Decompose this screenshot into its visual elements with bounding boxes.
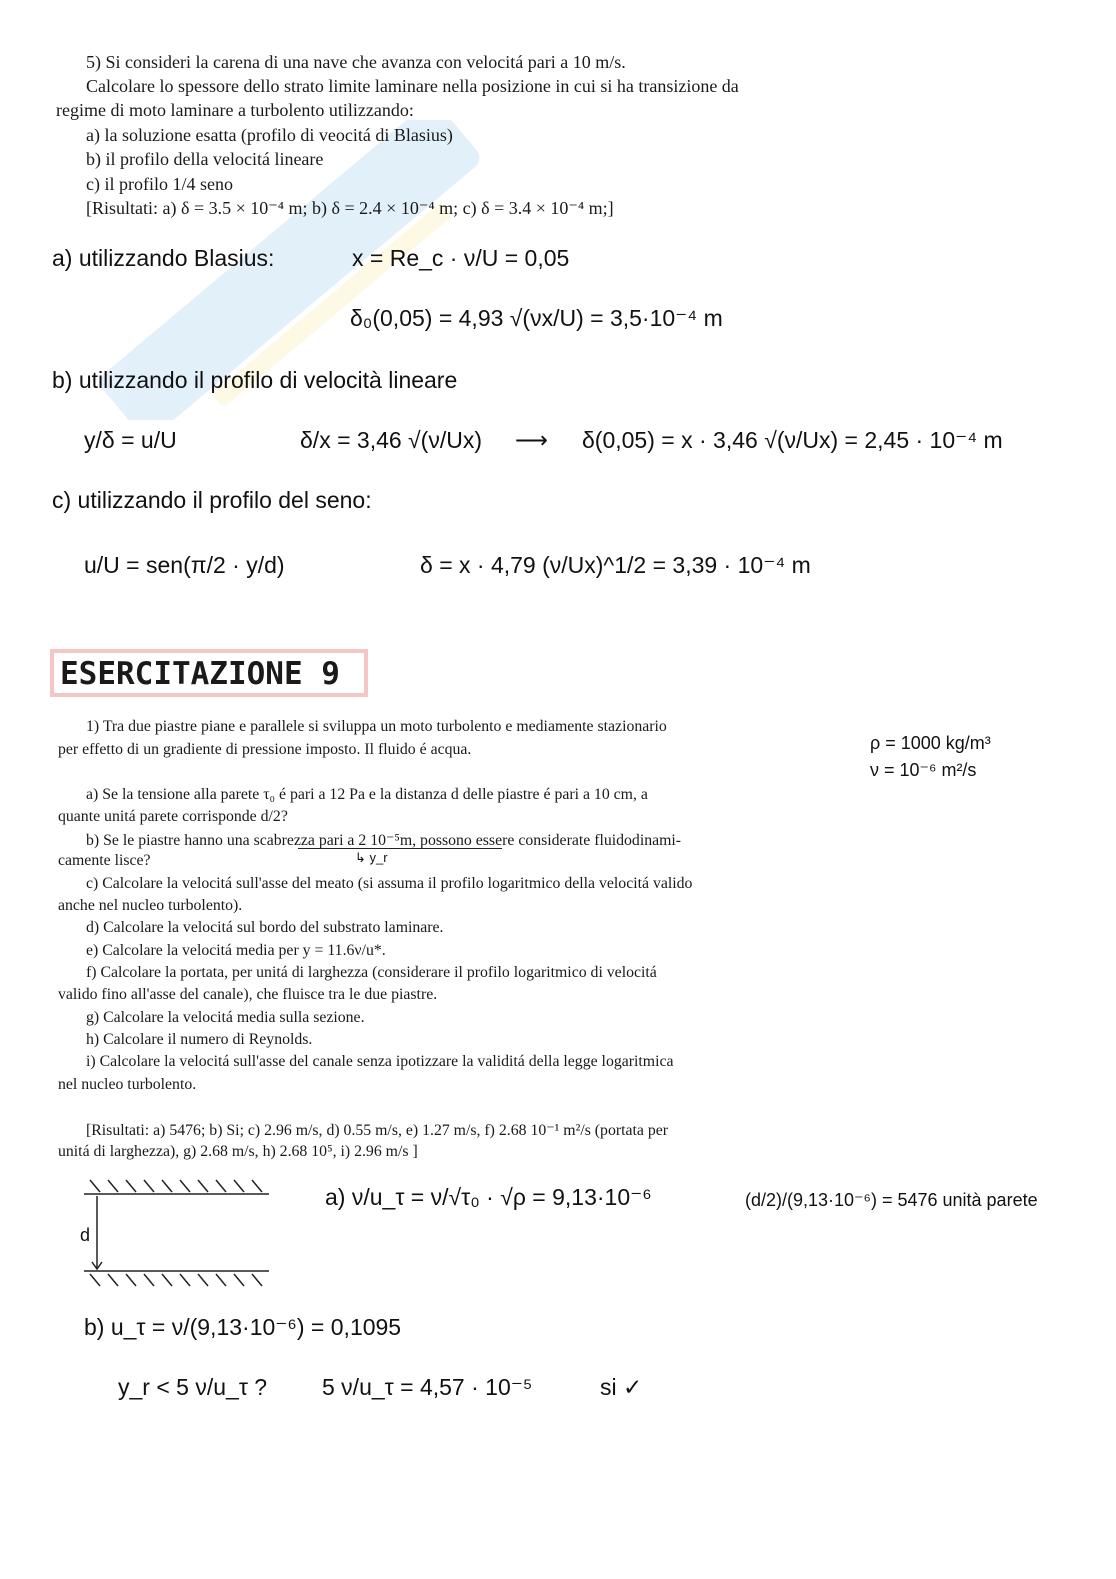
handwritten-note: u/U = sen(π/2 · y/d)	[84, 552, 285, 578]
ex1-line: 1) Tra due piastre piane e parallele si sviluppa un moto turbolento e mediamente stazionario	[86, 718, 667, 735]
ex1-line: d) Calcolare la velocitá sul bordo del substrato laminare.	[86, 919, 444, 936]
handwritten-note: δ(0,05) = x · 3,46 √(ν/Ux) = 2,45 · 10⁻⁴ m	[582, 427, 1003, 453]
handwritten-note: (d/2)/(9,13·10⁻⁶) = 5476 unità parete	[745, 1190, 1038, 1210]
section-title: ESERCITAZIONE 9	[50, 649, 368, 697]
handwritten-note: c) utilizzando il profilo del seno:	[52, 487, 372, 513]
ex1-line: g) Calcolare la velocitá media sulla sezione.	[86, 1009, 365, 1026]
handwritten-note: a) ν/u_τ = ν/√τ₀ · √ρ = 9,13·10⁻⁶	[325, 1184, 652, 1210]
handwritten-note: ρ = 1000 kg/m³	[870, 733, 991, 753]
handwritten-note: ↳ y_r	[355, 850, 388, 865]
ex5-line: regime di moto laminare a turbolento utilizzando:	[56, 100, 414, 120]
ex1-line: c) Calcolare la velocitá sull'asse del meato (si assuma il profilo logaritmico della velocitá valido	[86, 875, 693, 892]
ex1-line: valido fino all'asse del canale), che fluisce tra le due piastre.	[58, 986, 438, 1003]
handwritten-note: b) u_τ = ν/(9,13·10⁻⁶) = 0,1095	[84, 1314, 402, 1340]
handwritten-note: a) utilizzando Blasius:	[52, 245, 275, 271]
handwritten-note: y/δ = u/U	[84, 427, 177, 453]
handwritten-note: δ = x · 4,79 (ν/Ux)^1/2 = 3,39 · 10⁻⁴ m	[420, 552, 811, 578]
ex1-results: [Risultati: a) 5476; b) Si; c) 2.96 m/s, d) 0.55 m/s, e) 1.27 m/s, f) 2.68 10⁻¹ m²/s (portata per	[86, 1122, 669, 1139]
handwritten-note: si ✓	[600, 1374, 643, 1400]
ex1-line: nel nucleo turbolento.	[58, 1076, 197, 1093]
ex1-line: per effetto di un gradiente di pressione imposto. Il fluido é acqua.	[58, 741, 472, 758]
ex1-results: unitá di larghezza), g) 2.68 m/s, h) 2.68 10⁵, i) 2.96 m/s ]	[58, 1143, 418, 1160]
ex1-line: f) Calcolare la portata, per unitá di larghezza (considerare il profilo logaritmico di velocitá	[86, 964, 657, 981]
ex1-line: e) Calcolare la velocitá media per y = 11.6ν/u*.	[86, 942, 386, 959]
handwritten-note: δ₀(0,05) = 4,93 √(νx/U) = 3,5·10⁻⁴ m	[350, 305, 723, 331]
arrow-icon: ⟶	[515, 427, 548, 453]
ex5-line: b) il profilo della velocitá lineare	[86, 149, 324, 169]
ex1-line: h) Calcolare il numero di Reynolds.	[86, 1031, 313, 1048]
plates-sketch	[80, 1176, 275, 1291]
diagram-label: d	[80, 1225, 91, 1245]
ex1-line: i) Calcolare la velocitá sull'asse del canale senza ipotizzare la validitá della legge logaritmica	[86, 1053, 674, 1070]
handwritten-note: δ/x = 3,46 √(ν/Ux)	[300, 427, 483, 453]
handwritten-note: y_r < 5 ν/u_τ ?	[118, 1374, 268, 1400]
ex5-line: Calcolare lo spessore dello strato limite laminare nella posizione in cui si ha transizione da	[86, 76, 739, 96]
ex5-results: [Risultati: a) δ = 3.5 × 10⁻⁴ m; b) δ = 2.4 × 10⁻⁴ m; c) δ = 3.4 × 10⁻⁴ m;]	[86, 198, 614, 218]
ex1-line: anche nel nucleo turbolento).	[58, 897, 243, 914]
ex1-line: a) Se la tensione alla parete τ₀ é pari a 12 Pa e la distanza d delle piastre é pari a 10 cm, a	[86, 786, 648, 803]
ex1-line: b) Se le piastre hanno una scabrezza pari a 2 10⁻⁵m, possono essere considerate fluidodinami-	[86, 832, 682, 849]
ex5-line: 5) Si consideri la carena di una nave che avanza con velocitá pari a 10 m/s.	[86, 52, 626, 72]
handwritten-note: 5 ν/u_τ = 4,57 · 10⁻⁵	[322, 1374, 533, 1400]
ex5-line: c) il profilo 1/4 seno	[86, 174, 233, 194]
ex5-line: a) la soluzione esatta (profilo di veocitá di Blasius)	[86, 125, 453, 145]
handwritten-note: x = Re_c · ν/U = 0,05	[352, 245, 570, 271]
ex1-line: camente lisce?	[58, 852, 151, 869]
handwritten-note: b) utilizzando il profilo di velocità lineare	[52, 367, 458, 393]
handwritten-note: ν = 10⁻⁶ m²/s	[870, 760, 977, 780]
underline	[298, 848, 502, 849]
ex1-line: quante unitá parete corrisponde d/2?	[58, 808, 288, 825]
